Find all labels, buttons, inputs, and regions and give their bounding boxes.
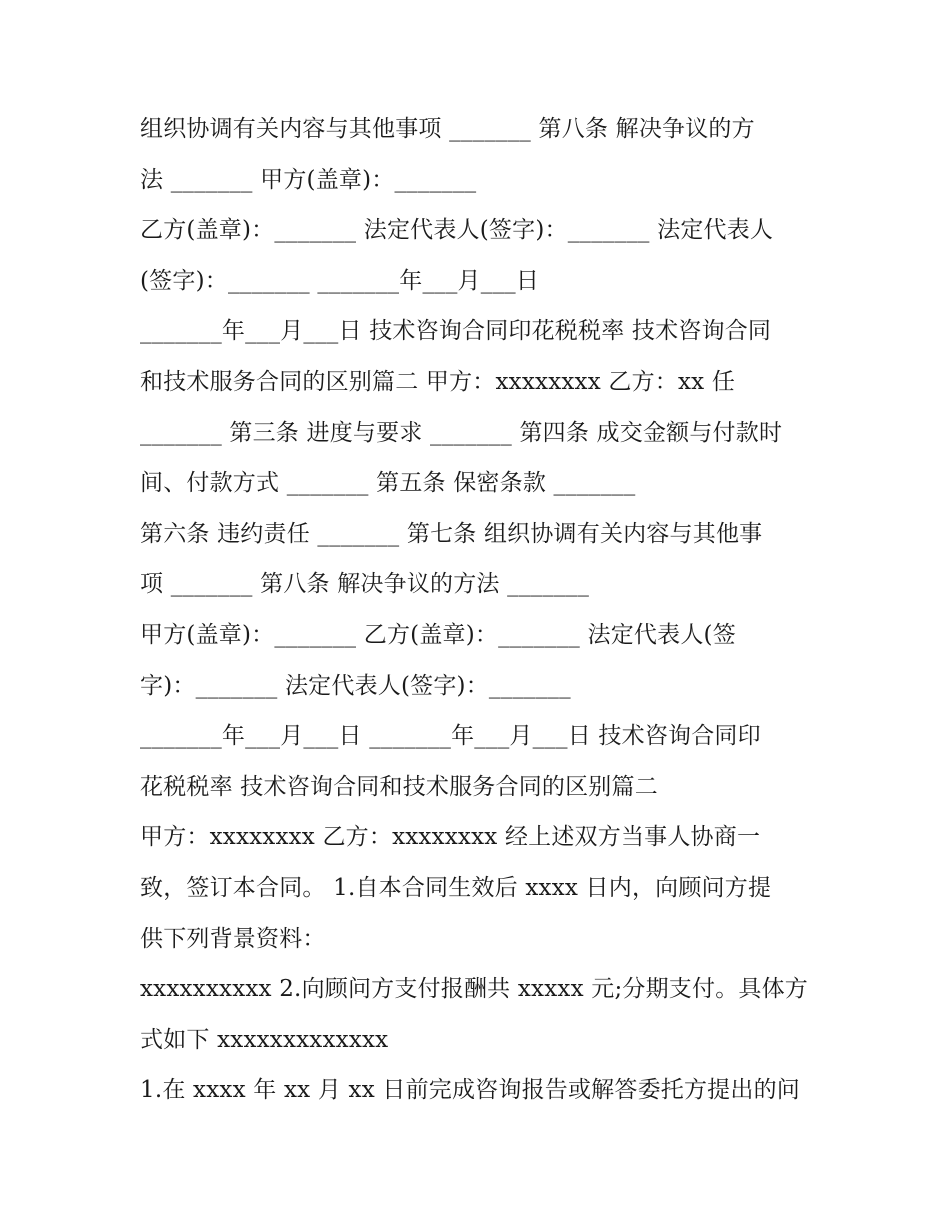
text-line-12: 字)：_______ 法定代表人(签字)：_______ [140, 672, 571, 699]
text-line-20: 1.在 xxxx 年 xx 月 xx 日前完成咨询报告或解答委托方提出的问 [140, 1077, 800, 1104]
text-line-4: (签字)：_______ _______年___月___日 [140, 267, 540, 294]
text-line-5: _______年___月___日 技术咨询合同印花税税率 技术咨询合同 [140, 318, 772, 345]
text-line-6: 和技术服务合同的区别篇二 甲方：xxxxxxxx 乙方：xx 任 [140, 368, 736, 395]
text-line-3: 乙方(盖章)：_______ 法定代表人(签字)：_______ 法定代表人 [140, 217, 774, 244]
text-line-9: 第六条 违约责任 _______ 第七条 组织协调有关内容与其他事 [140, 520, 763, 547]
text-line-18: xxxxxxxxxx 2.向顾问方支付报酬共 xxxxx 元;分期支付。具体方 [140, 976, 808, 1003]
text-line-13: _______年___月___日 _______年___月___日 技术咨询合同印 [140, 723, 761, 750]
text-line-1: 组织协调有关内容与其他事项 _______ 第八条 解决争议的方 [140, 116, 755, 142]
text-line-7: _______ 第三条 进度与要求 _______ 第四条 成交金额与付款时 [140, 419, 783, 446]
text-line-11: 甲方(盖章)：_______ 乙方(盖章)：_______ 法定代表人(签 [140, 621, 736, 648]
contract-text [140, 104, 820, 1116]
text-line-2: 法 _______ 甲方(盖章)：_______ [140, 166, 477, 193]
text-line-16: 致，签订本合同。 1.自本合同生效后 xxxx 日内，向顾问方提 [140, 874, 772, 901]
text-line-15: 甲方：xxxxxxxx 乙方：xxxxxxxx 经上述双方当事人协商一 [140, 824, 761, 851]
text-line-19: 式如下 xxxxxxxxxxxxx [140, 1026, 389, 1053]
text-line-8: 间、付款方式 _______ 第五条 保密条款 _______ [140, 470, 636, 497]
text-line-14: 花税税率 技术咨询合同和技术服务合同的区别篇二 [140, 773, 658, 800]
text-line-10: 项 _______ 第八条 解决争议的方法 _______ [140, 571, 590, 598]
text-line-17: 供下列背景资料： [140, 925, 326, 952]
